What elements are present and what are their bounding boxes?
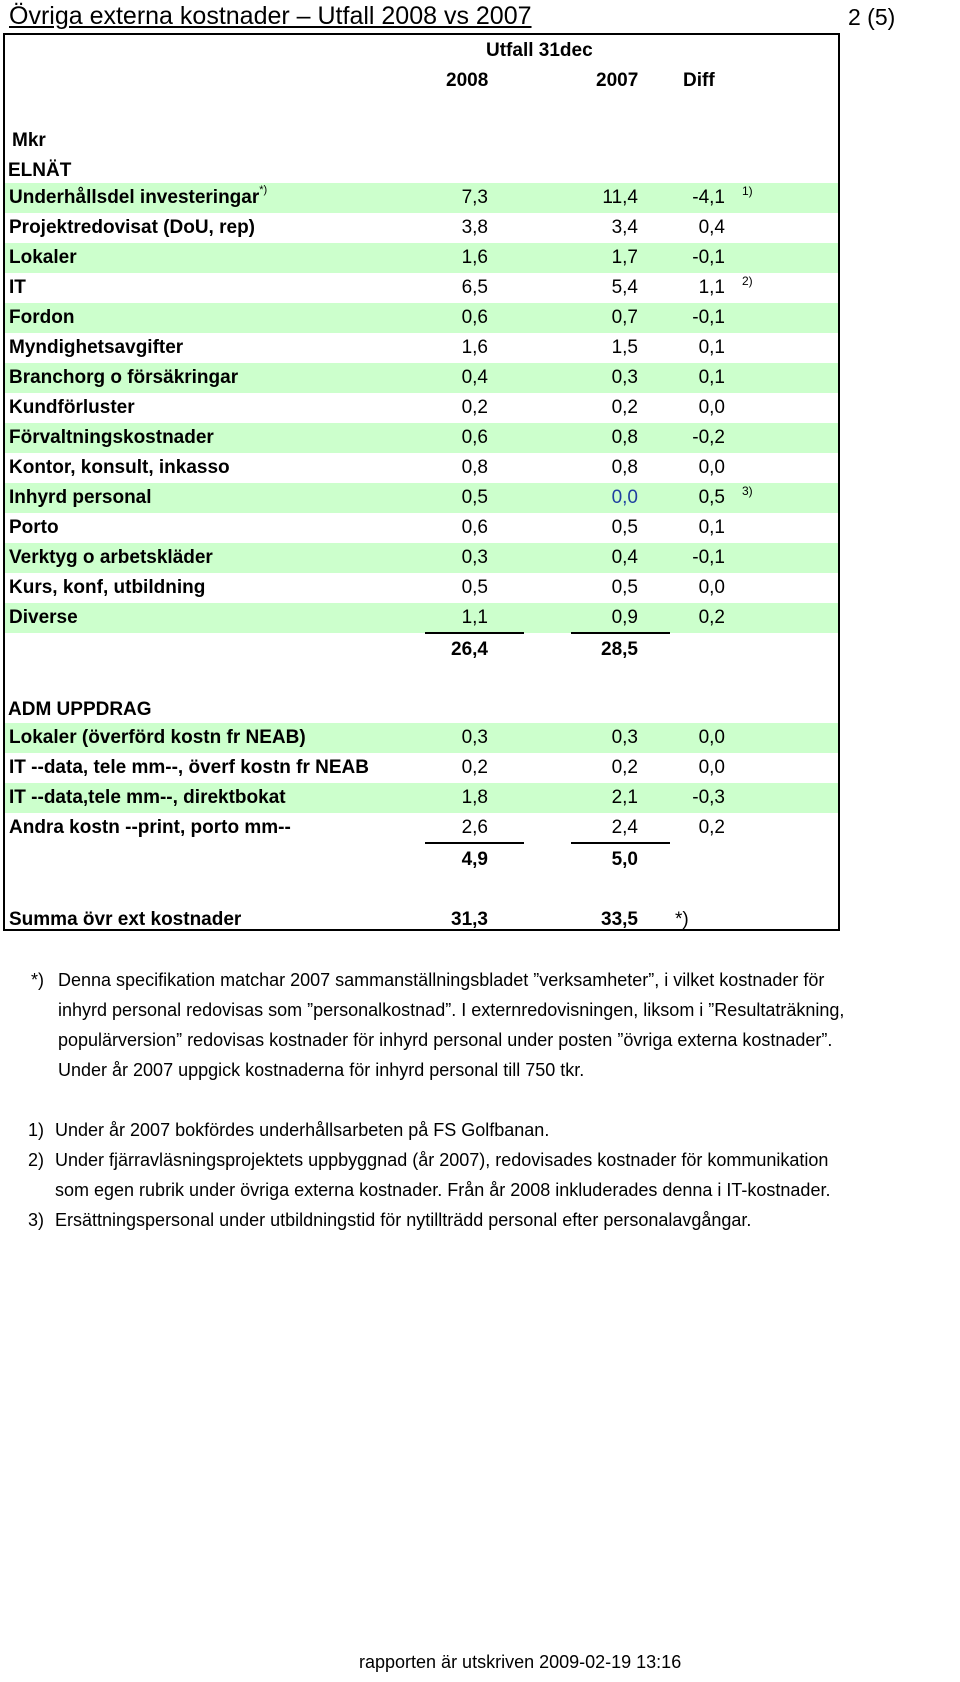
sum-underline xyxy=(425,842,524,844)
footnote-ref: 3) xyxy=(742,484,753,498)
sum-underline xyxy=(571,842,670,844)
footnote-3 xyxy=(28,1205,953,1235)
subtotal-2007: 28,5 xyxy=(601,639,638,660)
cell-2008: 6,5 xyxy=(461,277,488,298)
section-heading-adm: ADM UPPDRAG xyxy=(8,699,152,720)
cell-diff: -0,1 xyxy=(692,307,725,328)
row-label: Branchorg o försäkringar xyxy=(9,367,239,388)
cell-2007: 0,0 xyxy=(611,487,638,508)
cell-2008: 0,5 xyxy=(461,577,488,598)
row-label: Lokaler (överförd kostn fr NEAB) xyxy=(9,727,306,748)
cell-diff: -0,2 xyxy=(692,427,725,448)
sum-underline xyxy=(571,632,670,634)
subtotal-2008: 26,4 xyxy=(451,639,488,660)
footnote-mark: 2) xyxy=(28,1150,45,1170)
cell-2007: 1,5 xyxy=(611,337,638,358)
row-label: Fordon xyxy=(9,307,75,328)
subtotal-2007: 5,0 xyxy=(611,849,638,870)
footnote-ref: 1) xyxy=(742,184,753,198)
table-row xyxy=(5,543,838,573)
footnote-line: Under fjärravläsningsprojektets uppbyggnad (år 2007), redovisades kostnader för kommunikation xyxy=(55,1150,829,1170)
report-timestamp: rapporten är utskriven 2009-02-19 13:16 xyxy=(359,1652,682,1672)
cell-2008: 1,1 xyxy=(461,607,488,628)
section-heading-elnat: ELNÄT xyxy=(8,160,72,181)
row-label: Kurs, konf, utbildning xyxy=(9,577,206,598)
cell-diff: 0,1 xyxy=(698,337,725,358)
table-row xyxy=(5,723,838,753)
cell-2008: 0,3 xyxy=(461,547,488,568)
row-label: Förvaltningskostnader xyxy=(9,427,214,448)
cell-2008: 0,4 xyxy=(461,367,488,388)
row-label: IT --data,tele mm--, direktbokat xyxy=(9,787,286,808)
footnote-mark: 1) xyxy=(28,1120,45,1140)
cell-2007: 0,8 xyxy=(611,457,638,478)
header-diff: Diff xyxy=(683,70,715,91)
cell-2007: 0,9 xyxy=(611,607,638,628)
cell-2008: 1,6 xyxy=(461,337,488,358)
total-2007: 33,5 xyxy=(601,909,638,930)
subtotal-row xyxy=(5,845,838,875)
cell-diff: 0,0 xyxy=(698,727,725,748)
cell-diff: 0,0 xyxy=(698,757,725,778)
footnote-line: Under år 2007 bokfördes underhållsarbeten på FS Golfbanan. xyxy=(55,1120,550,1140)
cell-diff: 0,1 xyxy=(698,367,725,388)
table-row xyxy=(5,363,838,393)
footnote-line: som egen rubrik under övriga externa kostnader. Från år 2008 inkluderades denna i IT-kostnader. xyxy=(55,1180,831,1200)
subtotal-row xyxy=(5,635,838,665)
cell-diff: 0,1 xyxy=(698,517,725,538)
row-label: IT xyxy=(9,277,26,298)
cell-2007: 5,4 xyxy=(611,277,638,298)
cell-2007: 0,3 xyxy=(611,727,638,748)
cell-diff: 0,5 xyxy=(698,487,725,508)
table-row xyxy=(5,483,838,513)
table-row xyxy=(5,333,838,363)
table-row xyxy=(5,513,838,543)
footnote-mark: *) xyxy=(31,970,44,990)
cell-2007: 0,4 xyxy=(611,547,638,568)
cell-2007: 1,7 xyxy=(611,247,638,268)
cell-diff: 1,1 xyxy=(698,277,725,298)
cell-diff: 0,0 xyxy=(698,457,725,478)
cell-2008: 7,3 xyxy=(461,187,488,208)
cell-2008: 0,6 xyxy=(461,307,488,328)
cell-2007: 11,4 xyxy=(602,187,638,208)
cell-2008: 2,6 xyxy=(461,817,488,838)
row-label: Kundförluster xyxy=(9,397,135,418)
cell-2008: 0,6 xyxy=(461,517,488,538)
table-row xyxy=(5,423,838,453)
table-row xyxy=(5,303,838,333)
footnote-mark: 3) xyxy=(28,1210,45,1230)
cell-2007: 0,5 xyxy=(611,517,638,538)
footnote-2 xyxy=(28,1145,953,1205)
row-label: Inhyrd personal xyxy=(9,487,152,508)
cell-2008: 0,3 xyxy=(461,727,488,748)
header-group: Utfall 31dec xyxy=(486,40,593,61)
footnote-star xyxy=(31,965,956,1085)
cell-diff: 0,0 xyxy=(698,577,725,598)
total-2008: 31,3 xyxy=(451,909,488,930)
cell-diff: 0,0 xyxy=(698,397,725,418)
table-row xyxy=(5,573,838,603)
unit-label: Mkr xyxy=(12,130,46,151)
cell-2008: 1,8 xyxy=(461,787,488,808)
cell-diff: -0,3 xyxy=(692,787,725,808)
cell-2008: 0,5 xyxy=(461,487,488,508)
cell-2007: 0,3 xyxy=(611,367,638,388)
row-label: Porto xyxy=(9,517,59,538)
footnote-line: inhyrd personal redovisas som ”personalkostnad”. I externredovisningen, liksom i ”Resultaträkning, xyxy=(58,1000,845,1020)
total-label: Summa övr ext kostnader xyxy=(9,909,242,930)
cell-2008: 0,8 xyxy=(461,457,488,478)
table-row xyxy=(5,213,838,243)
row-label: Kontor, konsult, inkasso xyxy=(9,457,230,478)
row-label: Underhållsdel investeringar*) xyxy=(9,184,268,208)
cell-2007: 0,8 xyxy=(611,427,638,448)
cell-diff: -4,1 xyxy=(692,187,725,208)
footnote-line: Under år 2007 uppgick kostnaderna för inhyrd personal till 750 tkr. xyxy=(58,1060,585,1080)
row-label: Verktyg o arbetskläder xyxy=(9,547,213,568)
total-row xyxy=(5,905,838,935)
cell-2008: 1,6 xyxy=(461,247,488,268)
row-label: Myndighetsavgifter xyxy=(9,337,184,358)
footnote-line: populärversion” redovisas kostnader för inhyrd personal under posten ”övriga externa kostnader”. xyxy=(58,1030,833,1050)
footnote-line: Ersättningspersonal under utbildningstid för nytillträdd personal efter personalavgångar. xyxy=(55,1210,752,1230)
cell-2007: 0,2 xyxy=(611,757,638,778)
cell-2007: 2,1 xyxy=(611,787,638,808)
table-row xyxy=(5,753,838,783)
total-note: *) xyxy=(675,909,689,930)
cell-2007: 0,5 xyxy=(611,577,638,598)
table-row xyxy=(5,813,838,843)
cell-2007: 0,7 xyxy=(611,307,638,328)
cell-diff: -0,1 xyxy=(692,247,725,268)
row-label: Diverse xyxy=(9,607,78,628)
cell-2007: 2,4 xyxy=(611,817,638,838)
cell-2008: 0,2 xyxy=(461,397,488,418)
page-title: Övriga externa kostnader – Utfall 2008 vs 2007 xyxy=(9,2,532,30)
row-label: IT --data, tele mm--, överf kostn fr NEAB xyxy=(9,757,369,778)
table-row xyxy=(5,603,838,633)
row-label: Andra kostn --print, porto mm-- xyxy=(9,817,291,838)
header-2008: 2008 xyxy=(446,70,489,91)
table-row xyxy=(5,243,838,273)
row-label: Projektredovisat (DoU, rep) xyxy=(9,217,255,238)
cell-2008: 0,2 xyxy=(461,757,488,778)
sum-underline xyxy=(425,632,524,634)
cell-2007: 0,2 xyxy=(611,397,638,418)
row-label: Lokaler xyxy=(9,247,77,268)
table-row xyxy=(5,183,838,213)
cell-diff: -0,1 xyxy=(692,547,725,568)
table-row xyxy=(5,393,838,423)
table-row xyxy=(5,783,838,813)
header-2007: 2007 xyxy=(596,70,639,91)
footnote-1 xyxy=(28,1115,953,1145)
table-row xyxy=(5,273,838,303)
footnote-ref: 2) xyxy=(742,274,753,288)
cell-2008: 0,6 xyxy=(461,427,488,448)
cell-diff: 0,2 xyxy=(698,607,725,628)
cell-2007: 3,4 xyxy=(611,217,638,238)
footnote-line: Denna specifikation matchar 2007 sammanställningsbladet ”verksamheter”, i vilket kostnader för xyxy=(58,970,825,990)
cell-2008: 3,8 xyxy=(461,217,488,238)
table-row xyxy=(5,453,838,483)
page-number: 2 (5) xyxy=(848,4,896,30)
cell-diff: 0,2 xyxy=(698,817,725,838)
cell-diff: 0,4 xyxy=(698,217,725,238)
subtotal-2008: 4,9 xyxy=(461,849,488,870)
